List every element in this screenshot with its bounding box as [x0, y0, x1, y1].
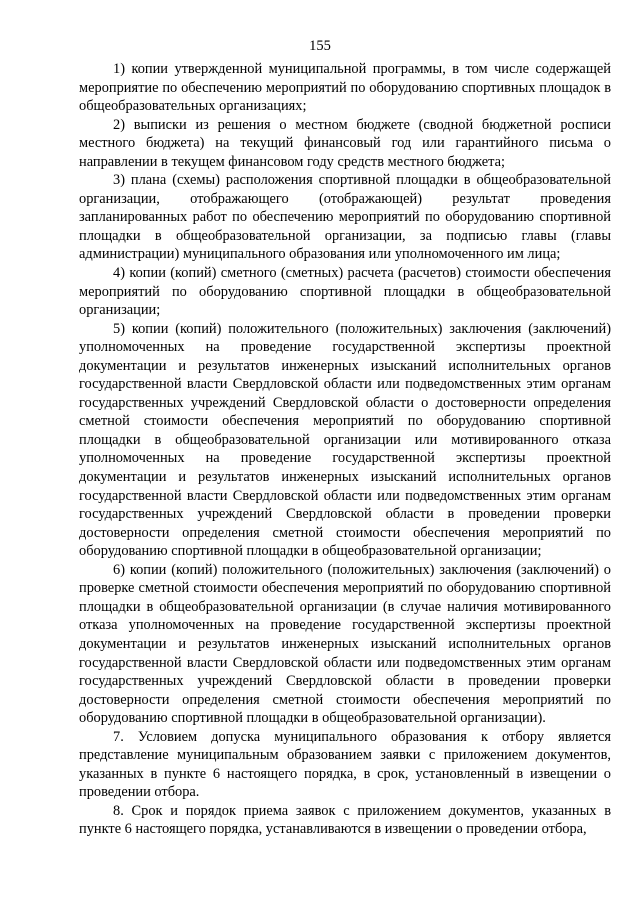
paragraph-item-3-site-plan: 3) плана (схемы) расположения спортивной площадки в общеобразовательной организации, отображающего (отображающей) результат проведения запланированных работ по обеспечению мероприятий по оборудованию спортивной площадки в общеобразовательной организации, за подписью главы (главы администрации) муниципального образования или уполномоченного им лица;	[79, 172, 611, 263]
page-number: 155	[309, 38, 331, 54]
paragraph-clause-8-application-terms: 8. Срок и порядок приема заявок с приложением документов, указанных в пункте 6 настоящего порядка, устанавливаются в извещении о проведении отбора,	[79, 802, 611, 838]
paragraph-clause-7-admission: 7. Условием допуска муниципального образования к отбору является представление муниципальным образованием заявки с приложением документов, указанных в пункте 6 настоящего порядка, в срок, установленный в извещении о проведении отбора.	[79, 728, 611, 801]
paragraph-item-5-expertise-conclusion: 5) копии (копий) положительного (положительных) заключения (заключений) уполномоченных на проведение государственной экспертизы проектной документации и результатов инженерных изысканий исполнительных органов государственной власти Свердловской области или подведомственных этим органам государственных учреждений Свердловской области о достоверности определения сметной стоимости обеспечения мероприятий по оборудованию спортивной площадки в общеобразовательной организации или мотивированного отказа уполномоченных на проведение государственной экспертизы проектной документации и результатов инженерных изысканий исполнительных органов государственной власти Свердловской области или подведомственных этим органам государственных учреждений Свердловской области в проведении проверки достоверности определения сметной стоимости обеспечения мероприятий по оборудованию спортивной площадки в общеобразовательной организации;	[79, 320, 611, 560]
paragraph-item-6-cost-verification: 6) копии (копий) положительного (положительных) заключения (заключений) о проверке сметной стоимости обеспечения мероприятий по оборудованию спортивной площадки в общеобразовательной организации (в случае наличия мотивированного отказа уполномоченных на проведение государственной экспертизы проектной документации и результатов инженерных изысканий исполнительных органов государственной власти Свердловской области или подведомственных этим органам государственных учреждений Свердловской области в проведении проверки достоверности определения сметной стоимости обеспечения мероприятий по оборудованию спортивной площадки в общеобразовательной организации).	[79, 561, 611, 727]
paragraph-item-4-cost-estimate: 4) копии (копий) сметного (сметных) расчета (расчетов) стоимости обеспечения мероприятий по оборудованию спортивной площадки в общеобразовательной организации;	[79, 265, 611, 319]
document-body	[79, 60, 611, 839]
paragraph-item-2-budget-extract: 2) выписки из решения о местном бюджете (сводной бюджетной росписи местного бюджета) на текущий финансовый год или гарантийного письма о направлении в текущем финансовом году средств местного бюджета;	[79, 116, 611, 170]
paragraph-item-1-program-copy: 1) копии утвержденной муниципальной программы, в том числе содержащей мероприятие по обеспечению мероприятий по оборудованию спортивных площадок в общеобразовательных организациях;	[79, 61, 611, 115]
